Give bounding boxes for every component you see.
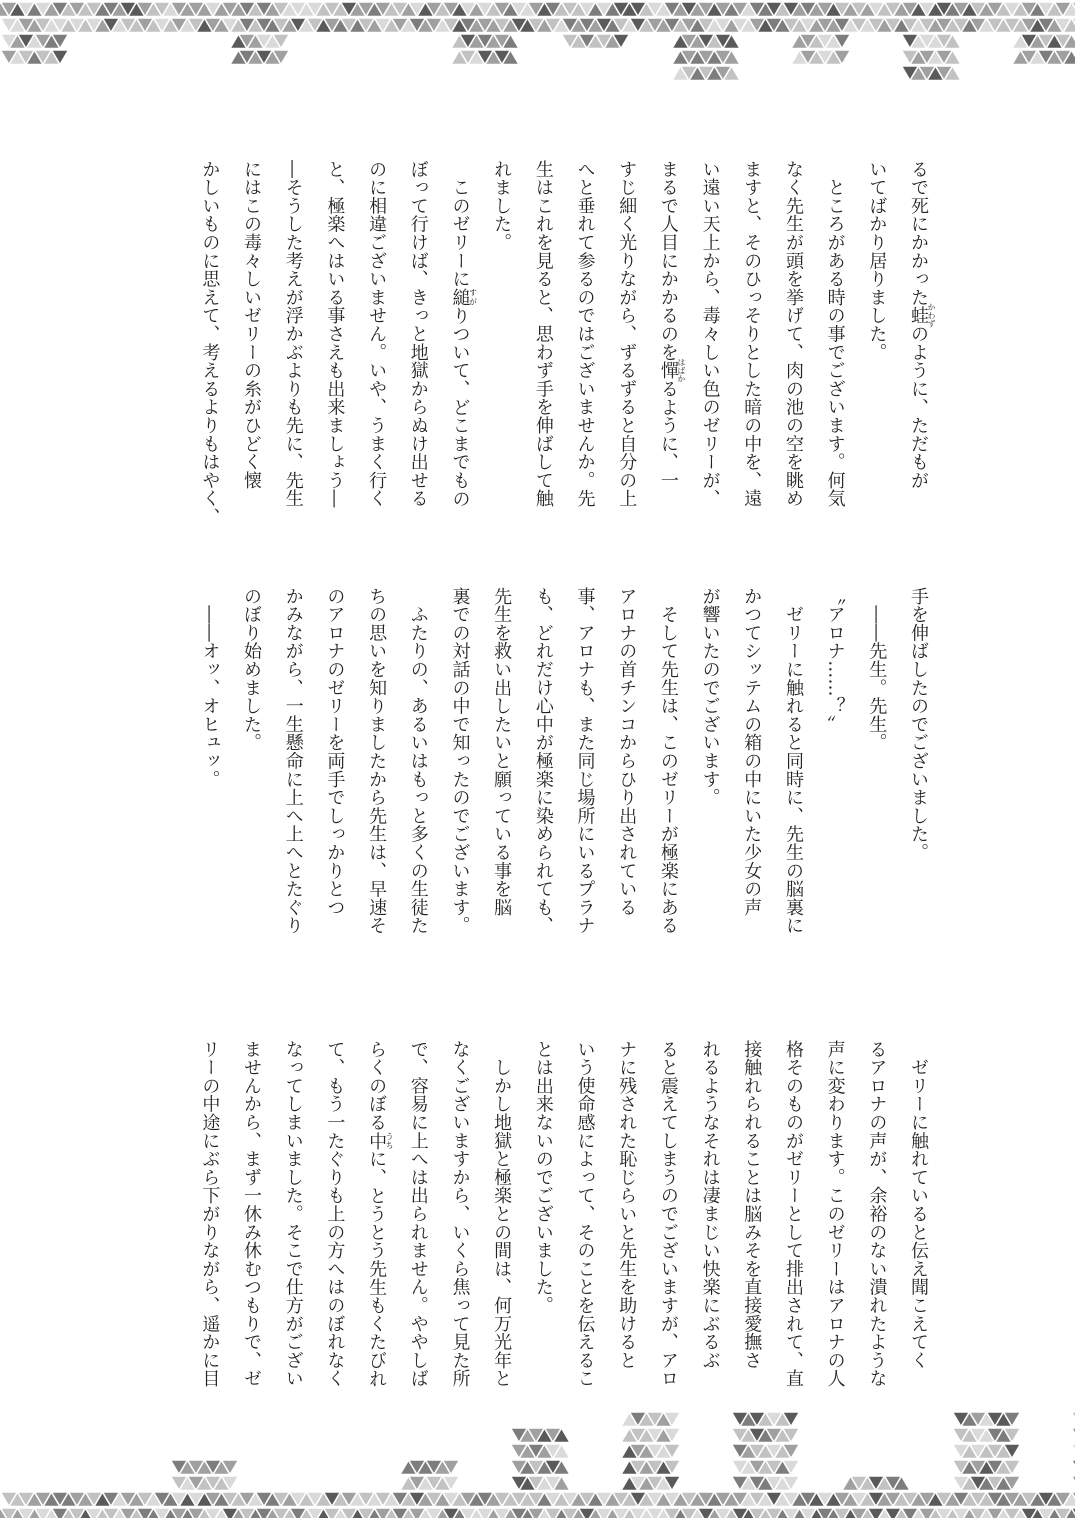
text-column: にはこの毒々しいゼリーの糸がひどく懐 — [241, 160, 262, 490]
text-segment: るで死にかかった — [908, 160, 929, 307]
ruby-annotation — [908, 303, 936, 329]
triangle-tile — [1072, 1412, 1075, 1427]
text-column: なってしまいました。そこで仕方がござい — [282, 1040, 304, 1388]
text-block-3 — [187, 1040, 939, 1440]
text-column: とは出来ないのでございました。 — [532, 1040, 554, 1315]
text-column: と、極楽へはいる事さえも出来ましょう― — [324, 160, 346, 508]
text-column: ゼリーに触れると同時に、先生の脳裏に — [782, 587, 804, 935]
text-column: いう使命感によって、そのことを伝えるこ — [574, 1040, 596, 1388]
ruby-base: 憚 — [657, 358, 679, 383]
ruby-base: 蛙 — [908, 303, 929, 329]
text-column: ――オッ、オヒュッ。 — [199, 587, 221, 789]
text-segment: に、とうとう先生もくたびれ — [366, 1149, 388, 1388]
text-column — [897, 160, 939, 560]
text-column: のアロナのゼリーを両手でしっかりとつ — [324, 587, 346, 917]
text-column: 手を伸ばしたのでございました。 — [908, 587, 929, 862]
text-column: そして先生は、このゼリーが極楽にある — [657, 587, 679, 935]
ruby-annotation — [366, 1131, 395, 1150]
text-column: れました。 — [491, 160, 513, 252]
ruby-reading: うち — [385, 1131, 395, 1150]
text-column: アロナの首チンコからひり出されている — [616, 587, 638, 917]
text-column: リーの中途にぶら下がりながら、遥かに目 — [199, 1040, 221, 1388]
text-column: で、容易に上へは出られません。ややしば — [407, 1040, 429, 1388]
text-column: 接触れられることは脳みそを直接愛撫さ — [741, 1040, 763, 1370]
ruby-base: 縋 — [449, 288, 471, 307]
triangle-tile — [1072, 1460, 1075, 1475]
text-column: 先生を救い出したいと願っている事を脳 — [491, 587, 513, 917]
ruby-base: 中 — [366, 1131, 388, 1150]
text-column — [355, 1040, 397, 1440]
text-segment: このゼリーに — [449, 160, 471, 289]
triangle-tile — [1072, 1428, 1075, 1443]
text-block-2 — [187, 587, 939, 987]
text-column: 生はこれを見ると、思わず手を伸ばして触 — [532, 160, 554, 508]
ruby-reading: すが — [468, 288, 478, 307]
text-column: すじ細く光りながら、ずるずると自分の上 — [616, 160, 638, 508]
text-column: いてばかり居りました。 — [866, 160, 888, 362]
text-column: ナに残された恥じらいと先生を助けると — [616, 1040, 638, 1370]
triangle-tile — [1072, 1444, 1075, 1459]
text-column: 〝アロナ……？〟 — [824, 587, 846, 734]
text-column: なく先生が頭を挙げて、肉の池の空を眺め — [782, 160, 804, 508]
text-column: かつてシッテムの箱の中にいた少女の声 — [741, 587, 763, 917]
text-column: ―そうした考えが浮かぶよりも先に、先生 — [282, 160, 304, 508]
text-column: れるようなそれは凄まじい快楽にぶるぶ — [699, 1040, 721, 1370]
triangle-tile — [1072, 1476, 1075, 1491]
ruby-reading: はばか — [676, 358, 686, 383]
text-column: 裏での対話の中で知ったのでございます。 — [449, 587, 471, 935]
text-segment: まるで人目にかかるのを — [657, 160, 679, 362]
text-column: ――先生。先生。 — [866, 587, 888, 752]
text-segment: のように、ただもが — [908, 324, 929, 490]
text-column: しかし地獄と極楽との間は、何万光年と — [491, 1040, 513, 1388]
text-column: ますと、そのひっそりとした暗の中を、遠 — [741, 160, 763, 508]
ruby-annotation — [449, 288, 478, 307]
text-column: ぼって行けば、きっと地獄からぬけ出せる — [407, 160, 429, 508]
text-column: 声に変わります。このゼリーはアロナの人 — [824, 1040, 846, 1388]
text-column: ふたりの、あるいはもっと多くの生徒た — [407, 587, 429, 935]
text-column: なくございますから、いくら焦って見た所 — [449, 1040, 471, 1388]
text-column: も、どれだけ心中が極楽に染められても、 — [532, 587, 554, 935]
text-column: のぼり始めました。 — [241, 587, 262, 752]
text-column: て、もう一たぐりも上の方へはのぼれなく — [324, 1040, 346, 1388]
text-segment: らくのぼる — [366, 1040, 388, 1132]
text-column: ると震えてしまうのでございますが、アロ — [657, 1040, 679, 1388]
text-column: ちの思いを知りましたから先生は、早速そ — [366, 587, 388, 935]
text-column: 格そのものがゼリーとして排出されて、直 — [782, 1040, 804, 1388]
text-column: が響いたのでございます。 — [699, 587, 721, 807]
text-segment: るように、一 — [657, 379, 679, 490]
text-column: るアロナの声が、余裕のない潰れたような — [866, 1040, 888, 1388]
text-column: へと垂れて参るのではございませんか。先 — [574, 160, 596, 508]
text-column: かみながら、一生懸命に上へ上へとたぐり — [282, 587, 304, 935]
text-column: ところがある時の事でございます。何気 — [824, 160, 846, 508]
text-segment: りついて、どこまでもの — [449, 306, 471, 508]
ruby-annotation — [657, 358, 686, 383]
text-column — [647, 160, 689, 560]
text-column: のに相違ございません。いや、うまく行く — [366, 160, 388, 508]
triangle-pattern-top-border — [0, 0, 1075, 110]
ruby-reading: かわず — [927, 303, 936, 329]
text-column: ゼリーに触れていると伝え聞こえてく — [908, 1040, 929, 1370]
text-column: ませんから、まず一休み休むつもりで、ゼ — [241, 1040, 262, 1388]
text-column: 事、アロナも、また同じ場所にいるプラナ — [574, 587, 596, 935]
text-column — [439, 160, 481, 560]
text-column: かしいものに思えて、考えるよりもはやく、 — [199, 160, 221, 526]
text-block-1 — [187, 160, 939, 560]
text-column: い遠い天上から、毒々しい色のゼリーが、 — [699, 160, 721, 508]
